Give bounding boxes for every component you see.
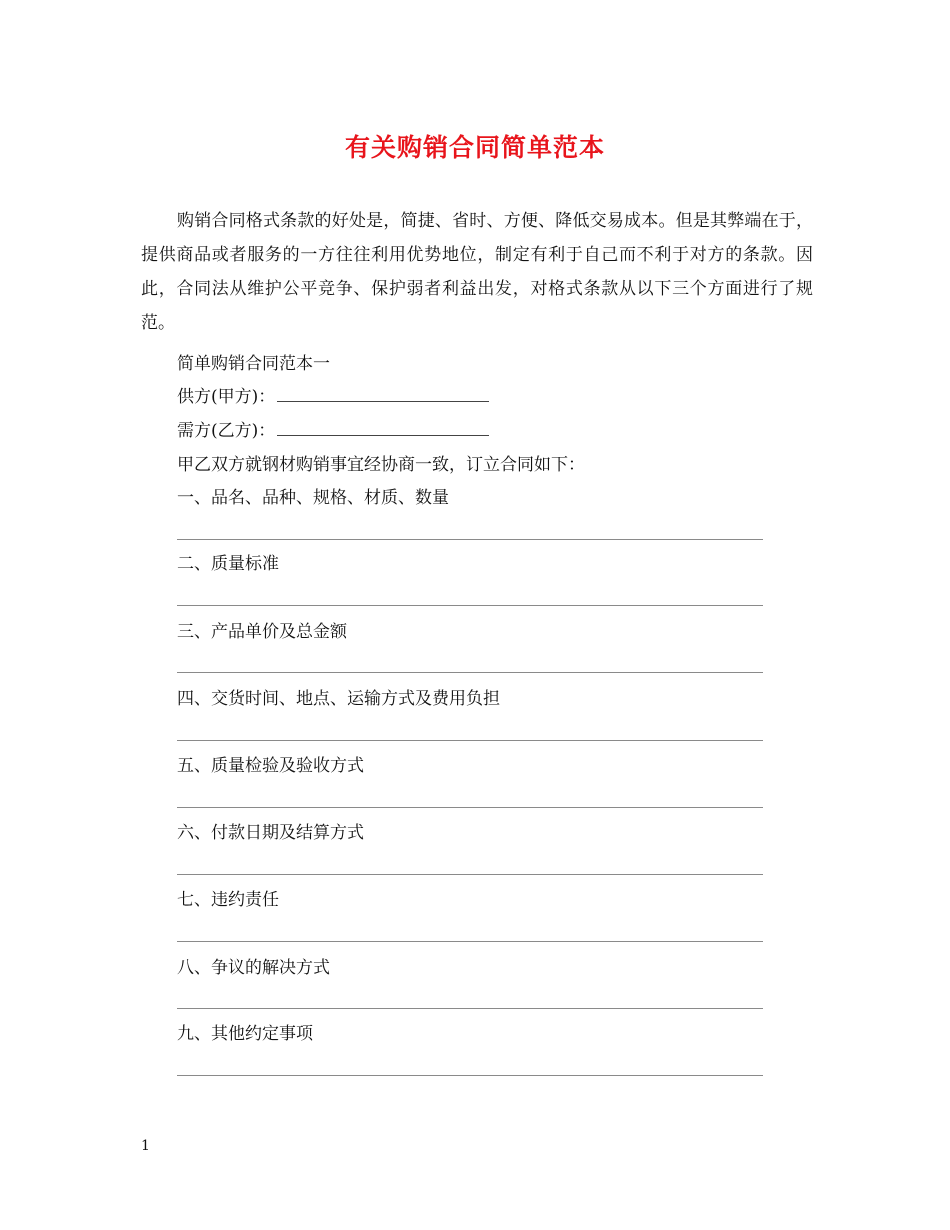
clause-heading: 四、交货时间、地点、运输方式及费用负担 (177, 689, 500, 709)
agreement-statement: 甲乙双方就钢材购销事宜经协商一致，订立合同如下： (177, 455, 585, 475)
clause-fill-line[interactable] (177, 807, 763, 808)
document-title: 有关购销合同简单范本 (344, 133, 605, 162)
page-number: 1 (141, 1138, 150, 1154)
intro-paragraph: 购销合同格式条款的好处是，简捷、省时、方便、降低交易成本。但是其弊端在于，提供商品或者服务的一方往往利用优势地位，制定有利于自己而不利于对方的条款。因此，合同法从维护公平竞争、保护弱者利益出发，对格式条款从以下三个方面进行了规范。 (141, 211, 813, 333)
buyer-blank[interactable] (277, 417, 489, 436)
clause-heading: 五、质量检验及验收方式 (177, 756, 364, 776)
clause-heading: 六、付款日期及结算方式 (177, 823, 364, 843)
supplier-label: 供方(甲方)： (177, 387, 276, 407)
clause-fill-line[interactable] (177, 672, 763, 673)
clause-heading: 九、其他约定事项 (177, 1024, 313, 1044)
clause-fill-line[interactable] (177, 874, 763, 875)
supplier-blank[interactable] (277, 383, 489, 402)
clause-fill-line[interactable] (177, 740, 763, 741)
clause-fill-line[interactable] (177, 539, 763, 540)
buyer-label: 需方(乙方)： (177, 421, 276, 441)
clause-heading: 七、违约责任 (177, 890, 279, 910)
clause-fill-line[interactable] (177, 605, 763, 606)
clause-heading: 二、质量标准 (177, 554, 279, 574)
clause-heading: 三、产品单价及总金额 (177, 622, 347, 642)
clause-heading: 八、争议的解决方式 (177, 958, 330, 978)
supplier-line (177, 382, 489, 412)
clause-fill-line[interactable] (177, 1075, 763, 1076)
buyer-line (177, 416, 489, 446)
clause-fill-line[interactable] (177, 941, 763, 942)
clause-heading: 一、品名、品种、规格、材质、数量 (177, 488, 449, 508)
clause-fill-line[interactable] (177, 1008, 763, 1009)
template-name: 简单购销合同范本一 (177, 354, 330, 374)
